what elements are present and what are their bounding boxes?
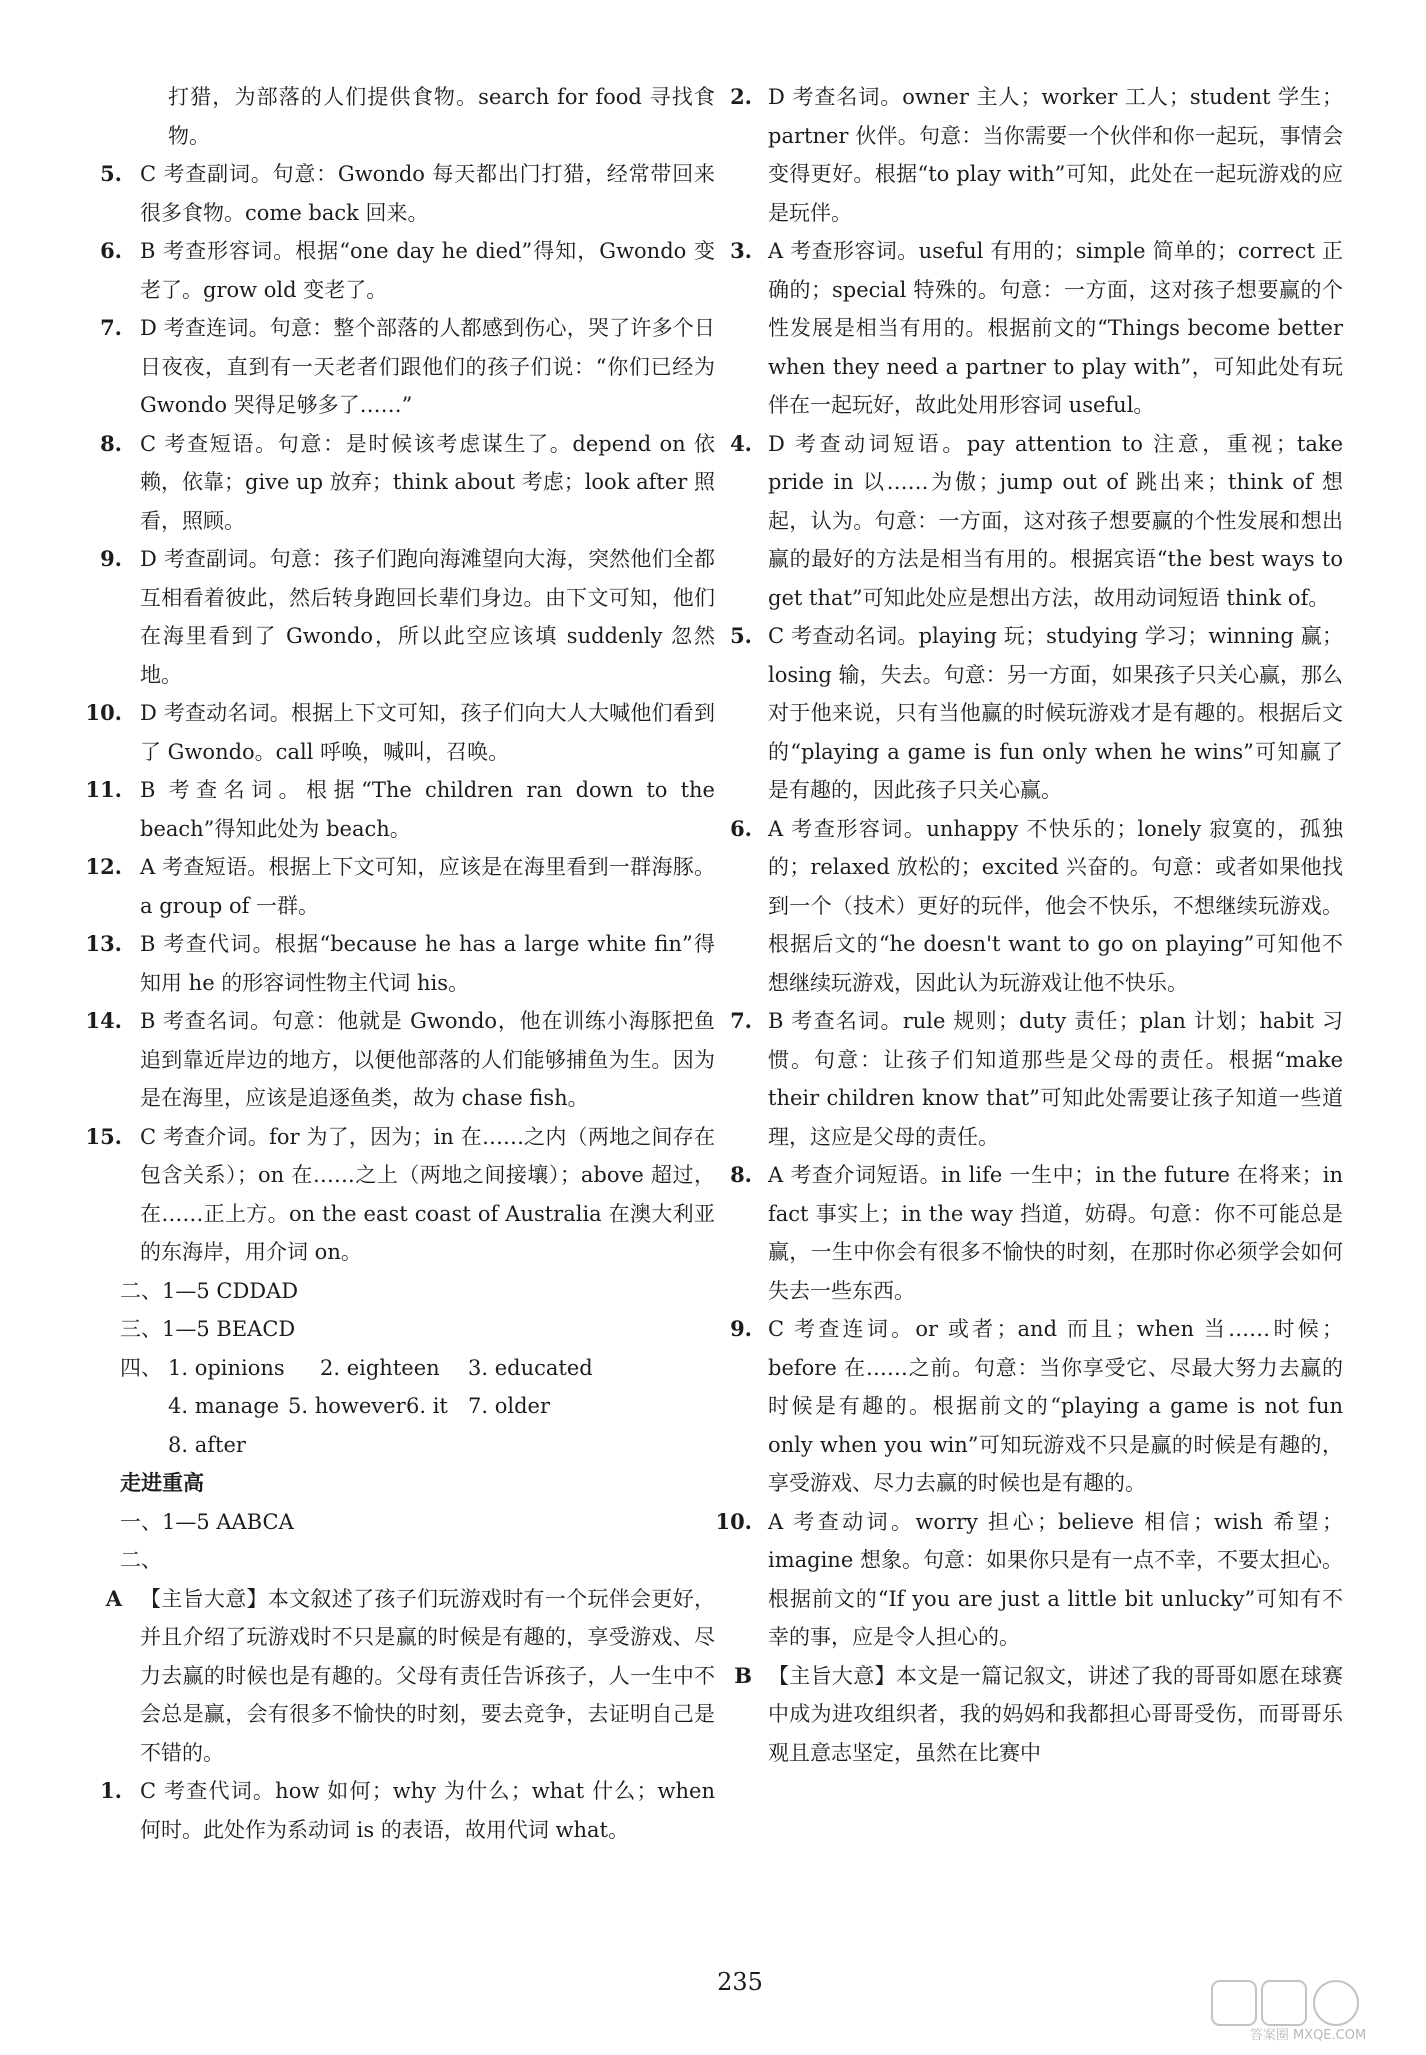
passage-a-summary	[105, 1580, 715, 1773]
answer-number: 7.	[100, 315, 122, 340]
answer-number: 12.	[85, 854, 122, 879]
watermark-logo	[1208, 1975, 1408, 2045]
answer-item	[85, 1002, 715, 1118]
passage-a-text: 【主旨大意】本文叙述了孩子们玩游戏时有一个玩伴会更好，并且介绍了玩游戏时不只是赢的时候是有趣的，享受游戏、尽力去赢的时候也是有趣的。父母有责任告诉孩子，人一生中不会总是赢，会有很多不愉快的时刻，要去竞争，去证明自己是不错的。	[140, 1586, 715, 1765]
answer-explanation: D 考查动词短语。pay attention to 注意，重视；take pride in 以……为傲；jump out of 跳出来；think of 想起，认为。句意：一方面，这对孩子想要赢的个性发展和想出赢的最好的方法是相当有用的。根据宾语“the best ways to get that”可知此处应是想出方法，故用动词短语 think of。	[768, 431, 1343, 610]
answer-number: 8.	[730, 1162, 752, 1187]
answer-explanation: B 考查名词。句意：他就是 Gwondo，他在训练小海豚把鱼追到靠近岸边的地方，以便他部落的人们能够捕鱼为生。因为是在海里，应该是追逐鱼类，故为 chase fish。	[140, 1009, 715, 1110]
answer-explanation: C 考查动名词。playing 玩；studying 学习；winning 赢；losing 输，失去。句意：另一方面，如果孩子只关心赢，那么对于他来说，只有当他赢的时候玩游戏才是有趣的。根据后文的“playing a game is fun only when he wins”可知赢了是有趣的，因此孩子只关心赢。	[768, 624, 1343, 802]
watermark-circle	[1314, 1981, 1358, 2025]
answer-number: 11.	[85, 777, 122, 802]
answer-item	[85, 925, 715, 1002]
watermark-box	[1262, 1981, 1306, 2025]
answer-explanation: A 考查形容词。unhappy 不快乐的；lonely 寂寞的，孤独的；relaxed 放松的；excited 兴奋的。句意：或者如果他找到一个（技术）更好的玩伴，他会不快乐，不想继续玩游戏。根据后文的“he doesn't want to go on playing”可知他不想继续玩游戏，因此认为玩游戏让他不快乐。	[768, 816, 1343, 995]
answer-item	[730, 1156, 1343, 1310]
sec4-word: 8. after	[168, 1432, 246, 1457]
answer-number: 5.	[730, 623, 752, 648]
lead-paragraph	[168, 78, 715, 155]
answer-explanation: A 考查短语。根据上下文可知，应该是在海里看到一群海豚。a group of 一群。	[140, 855, 715, 918]
section-3-answers: 三、1—5 BEACD	[120, 1317, 296, 1341]
answer-item	[730, 78, 1343, 232]
answer-number: 1.	[100, 1778, 122, 1803]
answer-item	[730, 810, 1343, 1003]
answer-explanation: C 考查短语。句意：是时候该考虑谋生了。depend on 依赖，依靠；give up 放弃；think about 考虑；look after 照看，照顾。	[140, 431, 715, 533]
sec4-word: 7. older	[468, 1394, 550, 1418]
section-2-answers: 二、1—5 CDDAD	[120, 1278, 299, 1303]
answer-item	[730, 1002, 1343, 1156]
section-4-answers	[120, 1349, 695, 1465]
answer-number: 6.	[730, 815, 752, 841]
answer-item	[730, 617, 1343, 810]
answer-explanation: C 考查连词。or 或者；and 而且；when 当……时候；before 在……之前。句意：当你享受它、尽最大努力去赢的时候是有趣的。根据前文的“playing a game is not fun only when you win”可知玩游戏不只是赢的时候是有趣的，享受游戏、尽力去赢的时候也是有趣的。	[768, 1317, 1343, 1495]
answer-item	[100, 540, 715, 694]
answer-item	[85, 848, 715, 925]
answer-item	[100, 309, 715, 425]
answer-explanation: A 考查形容词。useful 有用的；simple 简单的；correct 正确的；special 特殊的。句意：一方面，这对孩子想要赢的个性发展是相当有用的。根据前文的“Things become better when they need a partner to play with”，可知此处有玩伴在一起玩好，故此处用形容词 useful。	[768, 239, 1343, 417]
answer-item	[100, 232, 715, 309]
watermark-text: 答案圈 MXQE.COM	[1249, 2028, 1367, 2043]
answer-number: 3.	[730, 238, 752, 263]
section-4-label: 四、	[120, 1355, 162, 1380]
passage-b-summary	[734, 1657, 1343, 1773]
answer-item	[85, 694, 715, 771]
answer-item	[730, 1310, 1343, 1503]
answer-item	[100, 1772, 715, 1849]
answer-explanation: B 考查形容词。根据“one day he died”得知，Gwondo 变老了。grow old 变老了。	[140, 239, 715, 302]
answer-number: 9.	[100, 546, 122, 571]
answer-explanation: C 考查介词。for 为了，因为；in 在……之内（两地之间存在包含关系）；on 在……之上（两地之间接壤）；above 超过，在……正上方。on the east coast of Australia 在澳大利亚的东海岸，用介词 on。	[140, 1124, 715, 1264]
zj-section-2-label: 二、	[120, 1548, 162, 1572]
answer-explanation: D 考查动名词。根据上下文可知，孩子们向大人大喊他们看到了 Gwondo。call 呼唤，喊叫，召唤。	[140, 701, 715, 764]
left-column	[85, 78, 715, 1849]
answer-item	[85, 771, 715, 848]
answer-explanation: D 考查连词。句意：整个部落的人都感到伤心，哭了许多个日日夜夜，直到有一天老者们跟他们的孩子们说：“你们已经为 Gwondo 哭得足够多了……”	[140, 316, 715, 417]
answer-item	[730, 232, 1343, 425]
page-number: 235	[717, 1968, 763, 1996]
lead-text: 打猎，为部落的人们提供食物。search for food 寻找食物。	[168, 85, 715, 148]
answer-number: 7.	[730, 1008, 752, 1033]
answer-number: 10.	[715, 1508, 752, 1534]
right-column	[715, 78, 1343, 1772]
answer-explanation: A 考查动词。worry 担心；believe 相信；wish 希望；imagine 想象。句意：如果你只是有一点不幸，不要太担心。根据前文的“If you are just a little bit unlucky”可知有不幸的事，应是令人担心的。	[768, 1509, 1343, 1649]
answer-explanation: B 考查名词。rule 规则；duty 责任；plan 计划；habit 习惯。句意：让孩子们知道那些是父母的责任。根据“make their children know that”可知此处需要让孩子知道一些道理，这应是父母的责任。	[768, 1009, 1343, 1149]
sec4-word: 1. opinions	[168, 1355, 285, 1380]
answer-number: 9.	[730, 1316, 752, 1341]
answer-explanation: C 考查代词。how 如何；why 为什么；what 什么；when 何时。此处作为系动词 is 的表语，故用代词 what。	[140, 1779, 715, 1842]
sec4-word: 6. it	[406, 1394, 448, 1418]
sec4-word: 3. educated	[468, 1355, 593, 1380]
answer-number: 2.	[730, 84, 752, 109]
answer-item	[100, 425, 715, 541]
answer-list-right	[715, 78, 1343, 1657]
section-heading-zjzg: 走进重高	[120, 1470, 204, 1495]
passage-b-label: B	[734, 1662, 752, 1688]
answer-number: 10.	[85, 700, 122, 725]
answer-item	[715, 1503, 1343, 1657]
answer-explanation: D 考查名词。owner 主人；worker 工人；student 学生；partner 伙伴。句意：当你需要一个伙伴和你一起玩，事情会变得更好。根据“to play with”可知，此处在一起玩游戏的应是玩伴。	[768, 85, 1343, 225]
sec4-word: 4. manage	[168, 1394, 280, 1418]
answer-number: 13.	[85, 931, 122, 956]
answer-explanation: C 考查副词。句意：Gwondo 每天都出门打猎，经常带回来很多食物。come back 回来。	[140, 162, 715, 225]
passage-b-text: 【主旨大意】本文是一篇记叙文，讲述了我的哥哥如愿在球赛中成为进攻组织者，我的妈妈和我都担心哥哥受伤，而哥哥乐观且意志坚定，虽然在比赛中	[768, 1663, 1343, 1765]
answer-item	[730, 425, 1343, 618]
answer-number: 6.	[100, 238, 122, 263]
answer-explanation: D 考查副词。句意：孩子们跑向海滩望向大海，突然他们全都互相看着彼此，然后转身跑回长辈们身边。由下文可知，他们在海里看到了 Gwondo，所以此空应该填 suddenly 忽然地。	[140, 547, 715, 687]
answer-number: 14.	[85, 1008, 122, 1033]
answer-number: 5.	[100, 161, 122, 186]
answer-item	[100, 155, 715, 232]
answer-number: 8.	[100, 430, 122, 456]
answer-number: 4.	[730, 430, 752, 456]
answer-list-b	[100, 1772, 715, 1849]
answer-item	[85, 1118, 715, 1272]
zj-section-1-answers: 一、1—5 AABCA	[120, 1509, 294, 1534]
watermark-box	[1212, 1981, 1256, 2025]
passage-a-label: A	[105, 1585, 122, 1611]
answer-explanation: A 考查介词短语。in life 一生中；in the future 在将来；in fact 事实上；in the way 挡道，妨碍。句意：你不可能总是赢，一生中你会有很多不愉快的时刻，在那时你必须学会如何失去一些东西。	[768, 1163, 1343, 1303]
answer-number: 15.	[85, 1123, 122, 1149]
answer-list-a	[85, 155, 715, 1272]
answer-explanation: B 考查代词。根据“because he has a large white fin”得知用 he 的形容词性物主代词 his。	[140, 932, 715, 995]
sec4-word: 2. eighteen	[320, 1355, 440, 1380]
answer-explanation: B 考查名词。根据“The children ran down to the beach”得知此处为 beach。	[140, 778, 715, 841]
sec4-word: 5. however	[288, 1394, 406, 1418]
